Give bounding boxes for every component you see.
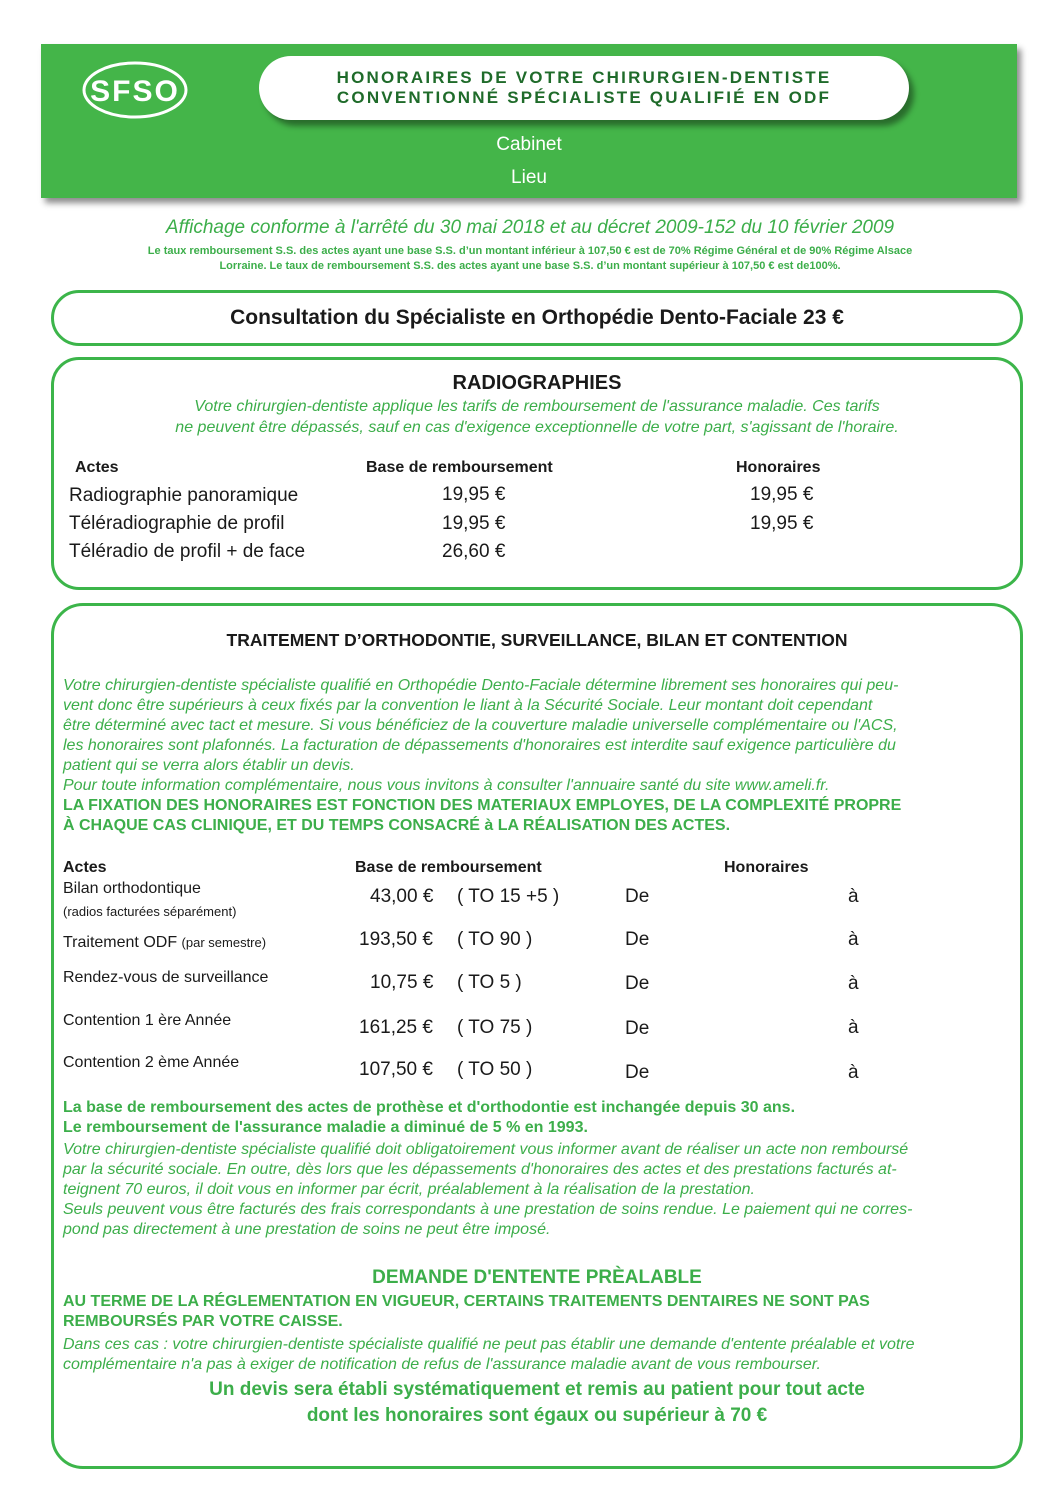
info-paragraph	[63, 1140, 993, 1240]
ortho-code: ( TO 15 +5 )	[457, 886, 560, 907]
entente-italic-line-1: Dans ces cas : votre chirurgien-dentiste spécialiste qualifié ne peut pas établir une demande d'entente préalable et votre	[63, 1336, 915, 1353]
ortho-acte-note: (par semestre)	[181, 935, 267, 950]
ortho-a: à	[848, 1062, 859, 1083]
ortho-a: à	[848, 973, 859, 994]
ortho-base: 10,75 €	[370, 972, 434, 993]
col-honoraires: Honoraires	[736, 459, 821, 476]
entente-italic-line-2: complémentaire n'a pas à exiger de notification de refus de l'assurance maladie avant de vous rembourser.	[63, 1356, 821, 1373]
rate-notice	[90, 244, 970, 274]
radio-base: 26,60 €	[442, 541, 506, 562]
ortho-de: De	[625, 1062, 650, 1083]
info-line: teignent 70 euros, il doit vous en informer par écrit, préalablement à la réalisation de la prestation.	[63, 1181, 755, 1198]
ortho-base: 43,00 €	[370, 886, 434, 907]
ortho-base: 107,50 €	[359, 1059, 433, 1080]
radiographies-box	[51, 357, 1023, 590]
info-line: par la sécurité sociale. En outre, dès lors que les dépassements d'honoraires des actes et des prestations facturés at-	[63, 1161, 897, 1178]
col-base: Base de remboursement	[366, 459, 553, 476]
radio-acte: Téléradiographie de profil	[69, 513, 285, 534]
ortho-acte-label: Traitement ODF	[63, 934, 178, 951]
ortho-de: De	[625, 1018, 650, 1039]
devis-notice	[54, 1377, 1020, 1429]
ortho-a: à	[848, 1017, 859, 1038]
base-notice-line-1: La base de remboursement des actes de prothèse et d'orthodontie est inchangée depuis 30 ans.	[63, 1099, 796, 1116]
lieu-label: Lieu	[511, 167, 547, 188]
title-pill	[259, 56, 909, 120]
ortho-code: ( TO 75 )	[457, 1017, 533, 1038]
info-line: Votre chirurgien-dentiste spécialiste qualifié doit obligatoirement vous informer avant de réaliser un acte non remboursé	[63, 1141, 909, 1158]
ortho-acte	[63, 934, 266, 952]
radio-base: 19,95 €	[442, 484, 506, 505]
ortho-de: De	[625, 929, 650, 950]
entente-bold-line-1: AU TERME DE LA RÉGLEMENTATION EN VIGUEUR, CERTAINS TRAITEMENTS DENTAIRES NE SONT PAS	[63, 1293, 870, 1310]
cabinet-label: Cabinet	[496, 134, 562, 155]
ortho-de: De	[625, 886, 650, 907]
rate-notice-line-1: Le taux remboursement S.S. des actes ayant une base S.S. d’un montant inférieur à 107,50 € est de 70% Régime Général et de 90% Régime Alsace	[147, 245, 913, 257]
ortho-col-base: Base de remboursement	[355, 859, 542, 876]
ortho-a: à	[848, 929, 859, 950]
ortho-code: ( TO 5 )	[457, 972, 522, 993]
ortho-base: 193,50 €	[359, 929, 433, 950]
ortho-code: ( TO 50 )	[457, 1059, 533, 1080]
ortho-acte: Rendez-vous de surveillance	[63, 969, 269, 986]
radio-base: 19,95 €	[442, 513, 506, 534]
entente-italic	[63, 1335, 993, 1375]
svg-text:SFSO: SFSO	[90, 75, 180, 108]
intro-line: être déterminé avec tact et mesure. Si vous bénéficiez de la couverture maladie universelle complémentaire ou l'ACS,	[63, 717, 898, 734]
ortho-col-actes: Actes	[63, 859, 107, 876]
radiographies-title: RADIOGRAPHIES	[452, 372, 622, 394]
radio-acte: Téléradio de profil + de face	[69, 541, 306, 562]
entente-bold-line-2: REMBOURSÉS PAR VOTRE CAISSE.	[63, 1313, 343, 1330]
col-actes: Actes	[75, 459, 119, 476]
regulation-notice: Affichage conforme à l'arrêté du 30 mai 2018 et au décret 2009-152 du 10 février 2009	[165, 217, 895, 238]
ortho-base: 161,25 €	[359, 1017, 433, 1038]
devis-line-2: dont les honoraires sont égaux ou supérieur à 70 €	[306, 1405, 768, 1426]
ortho-acte: Contention 1 ère Année	[63, 1012, 232, 1029]
ortho-de: De	[625, 973, 650, 994]
sfso-logo	[81, 60, 189, 120]
consultation-text: Consultation du Spécialiste en Orthopédie Dento-Faciale 23 €	[230, 306, 844, 329]
consultation-box	[51, 290, 1023, 346]
orthodontie-fixation	[63, 796, 993, 836]
ortho-acte-note: (radios facturées séparément)	[63, 904, 237, 919]
ortho-a: à	[848, 886, 859, 907]
title-line-2: CONVENTIONNÉ SPÉCIALISTE QUALIFIÉ EN ODF	[336, 88, 832, 107]
radio-honoraires: 19,95 €	[750, 484, 814, 505]
ortho-acte: Bilan orthodontique	[63, 880, 201, 897]
base-notice-line-2: Le remboursement de l'assurance maladie a diminué de 5 % en 1993.	[63, 1119, 588, 1136]
ortho-col-honoraires: Honoraires	[724, 859, 809, 876]
radiographies-intro-2: ne peuvent être dépassés, sauf en cas d'exigence exceptionnelle de votre part, s'agissant de l'horaire.	[175, 419, 899, 436]
base-notice	[63, 1098, 993, 1138]
orthodontie-title: TRAITEMENT D’ORTHODONTIE, SURVEILLANCE, BILAN ET CONTENTION	[226, 630, 848, 650]
ortho-acte: Contention 2 ème Année	[63, 1054, 240, 1071]
devis-line-1: Un devis sera établi systématiquement et remis au patient pour tout acte	[209, 1379, 865, 1400]
header-banner	[41, 44, 1017, 198]
intro-line: Pour toute information complémentaire, nous vous invitons à consulter l'annuaire santé du site www.ameli.fr.	[63, 777, 830, 794]
intro-line: vent donc être supérieurs à ceux fixés par la convention le liant à la Sécurité Sociale. Leur montant doit cependant	[63, 697, 873, 714]
info-line: pond pas directement à une prestation de soins ne peut être imposé.	[63, 1221, 551, 1238]
intro-line: Votre chirurgien-dentiste spécialiste qualifié en Orthopédie Dento-Faciale détermine librement ses honoraires qui peu-	[63, 677, 899, 694]
radio-acte: Radiographie panoramique	[69, 485, 299, 506]
orthodontie-box	[51, 603, 1023, 1469]
fixation-line-2: À CHAQUE CAS CLINIQUE, ET DU TEMPS CONSACRÉ à LA RÉALISATION DES ACTES.	[63, 817, 731, 834]
radiographies-intro-1: Votre chirurgien-dentiste applique les tarifs de remboursement de l'assurance maladie. Ces tarifs	[194, 398, 880, 415]
info-line: Seuls peuvent vous être facturés des frais correspondants à une prestation de soins rendue. Le paiement qui ne corres-	[63, 1201, 913, 1218]
entente-bold	[63, 1292, 993, 1332]
intro-line: patient qui se verra alors établir un devis.	[63, 757, 355, 774]
orthodontie-intro	[63, 676, 993, 796]
fixation-line-1: LA FIXATION DES HONORAIRES EST FONCTION DES MATERIAUX EMPLOYES, DE LA COMPLEXITÉ PROPRE	[63, 797, 902, 814]
intro-line: les honoraires sont plafonnés. La facturation de dépassements d'honoraires est interdite sauf exigence particulière du	[63, 737, 896, 754]
entente-title: DEMANDE D'ENTENTE PRÈALABLE	[372, 1267, 702, 1288]
ortho-code: ( TO 90 )	[457, 929, 533, 950]
rate-notice-line-2: Lorraine. Le taux de remboursement S.S. des actes ayant une base S.S. d’un montant supérieur à 107,50 € est de100%.	[219, 260, 841, 272]
radio-honoraires: 19,95 €	[750, 513, 814, 534]
title-line-1: HONORAIRES DE VOTRE CHIRURGIEN-DENTISTE	[336, 68, 832, 87]
